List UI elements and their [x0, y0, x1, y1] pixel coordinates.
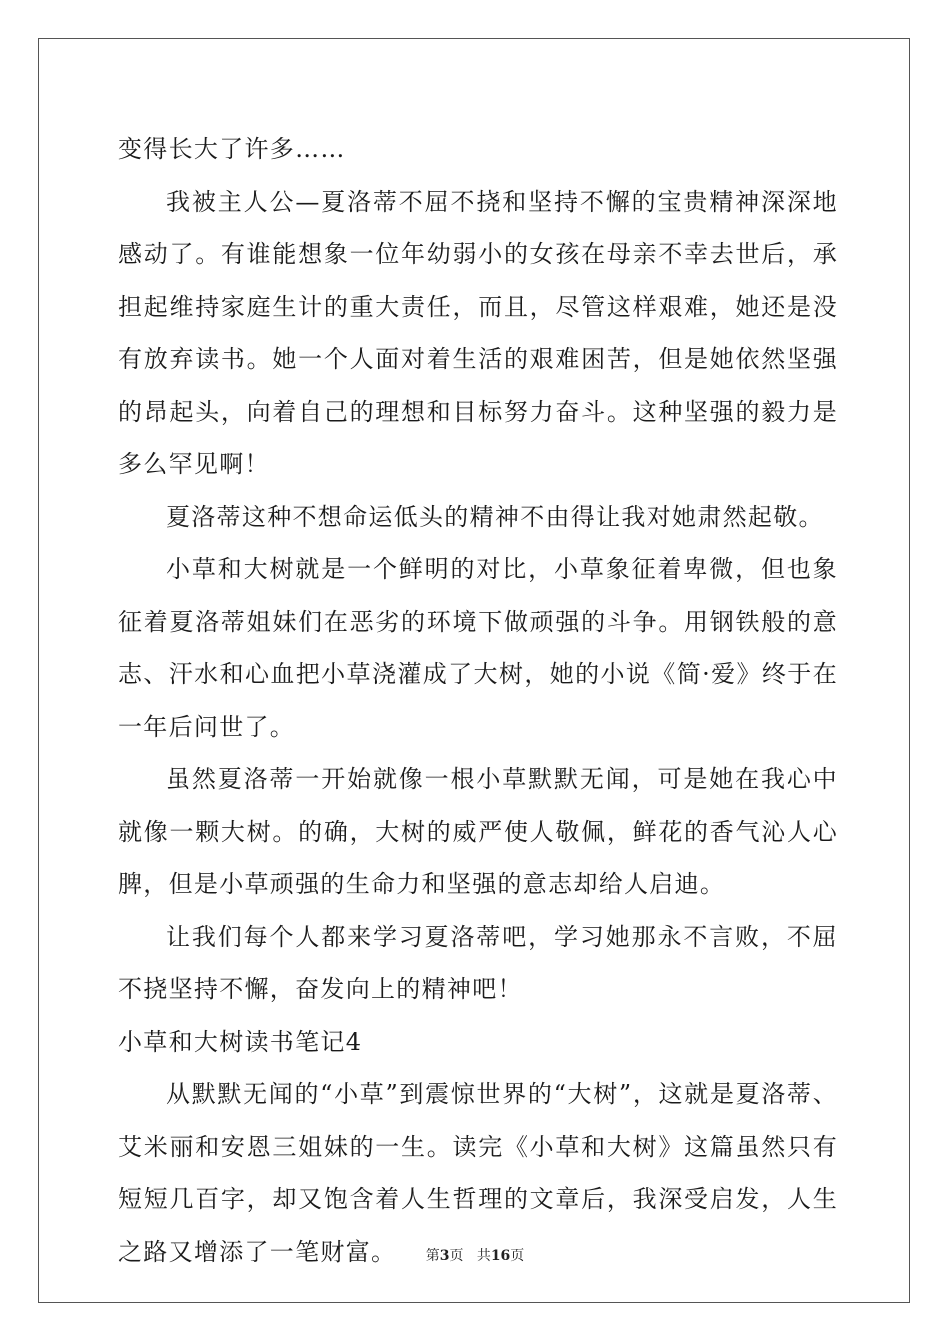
paragraph: 从默默无闻的“小草”到震惊世界的“大树”，这就是夏洛蒂、艾米丽和安恩三姐妹的一生。读完《小草和大树》这篇虽然只有短短几百字，却又饱含着人生哲理的文章后，我深受启发，人生之路又增添了一笔财富。	[118, 1080, 838, 1266]
page-footer	[0, 1246, 950, 1266]
paragraph: 我被主人公—夏洛蒂不屈不挠和坚持不懈的宝贵精神深深地感动了。有谁能想象一位年幼弱小的女孩在母亲不幸去世后，承担起维持家庭生计的重大责任，而且，尽管这样艰难，她还是没有放弃读书。她一个人面对着生活的艰难困苦，但是她依然坚强的昂起头，向着自己的理想和目标努力奋斗。这种坚强的毅力是多么罕见啊！	[118, 187, 838, 478]
page-suffix: 页	[449, 1248, 464, 1264]
section-heading: 小草和大树读书笔记4	[118, 1027, 363, 1056]
total-suffix: 页	[510, 1248, 525, 1264]
page-prefix: 第	[425, 1248, 440, 1264]
document-body	[118, 123, 838, 1278]
total-prefix: 共	[476, 1248, 491, 1264]
paragraph: 小草和大树就是一个鲜明的对比，小草象征着卑微，但也象征着夏洛蒂姐妹们在恶劣的环境下做顽强的斗争。用钢铁般的意志、汗水和心血把小草浇灌成了大树，她的小说《简·爱》终于在一年后问世了。	[118, 555, 838, 741]
paragraph: 夏洛蒂这种不想命运低头的精神不由得让我对她肃然起敬。	[166, 502, 824, 531]
paragraph: 让我们每个人都来学习夏洛蒂吧，学习她那永不言败，不屈不挠坚持不懈，奋发向上的精神吧！	[118, 922, 838, 1003]
paragraph: 变得长大了许多……	[118, 135, 346, 163]
page-total: 16	[490, 1248, 511, 1264]
page-current: 3	[439, 1248, 450, 1264]
paragraph: 虽然夏洛蒂一开始就像一根小草默默无闻，可是她在我心中就像一颗大树。的确，大树的威严使人敬佩，鲜花的香气沁人心脾，但是小草顽强的生命力和坚强的意志却给人启迪。	[118, 765, 838, 898]
